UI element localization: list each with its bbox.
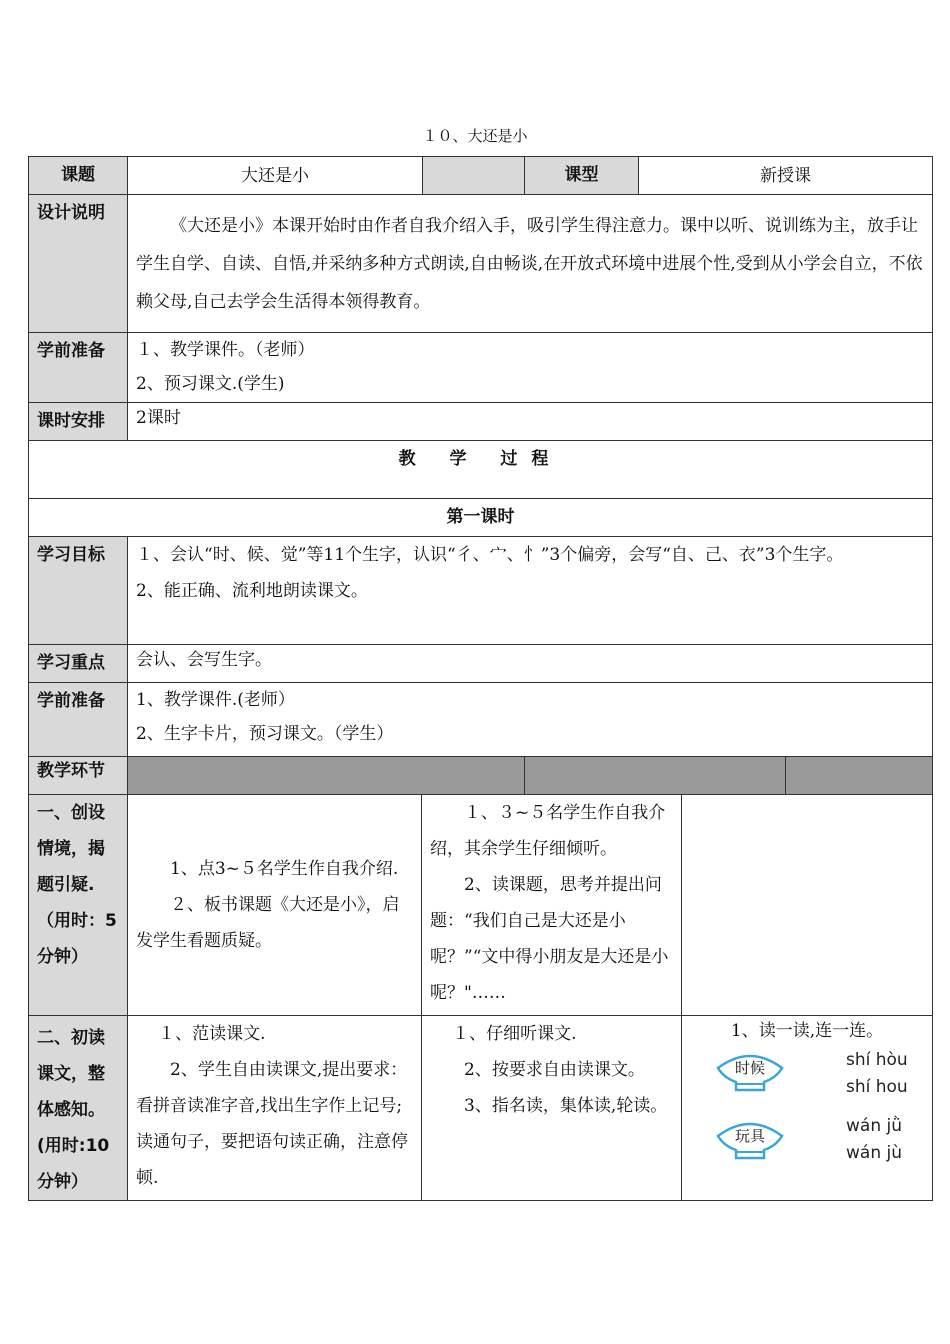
process-title: 教 学 过程 (29, 441, 933, 499)
pinyin-3: wán jǜ (846, 1116, 902, 1136)
stage1-extra (682, 795, 933, 1016)
document-title: １０、大还是小 (422, 127, 528, 145)
stage1-student-1: １、３~５名学生作自我介绍，其余学生仔细倾听。 (430, 803, 666, 859)
stage2-label: 二、初读课文，整体感知。(用时:10分钟） (29, 1016, 128, 1201)
steps-header-row (29, 757, 933, 795)
prep1-row (29, 333, 933, 403)
process-title-row (29, 441, 933, 499)
prep1-label: 学前准备 (29, 333, 128, 403)
prep2-label: 学前准备 (29, 683, 128, 757)
prep1-line-2: 2、预习课文.(学生) (136, 374, 285, 394)
type-label-spacer (423, 157, 525, 195)
stage1-row (29, 795, 933, 1016)
steps-header-cell-2 (525, 757, 786, 795)
exercise-title: 1、读一读,连一连。 (730, 1021, 884, 1041)
goals-line-1: １、会认“时、候、觉”等11个生字，认识“彳、宀、忄”3个偏旁，会写“自、己、衣”3个生字。 (136, 545, 844, 565)
steps-label: 教学环节 (29, 757, 128, 795)
word-2: 玩具 (734, 1127, 766, 1145)
focus-label: 学习重点 (29, 645, 128, 683)
lesson-plan-table (28, 156, 933, 795)
pinyin-4: wán jù (846, 1143, 902, 1163)
topic-label: 课题 (29, 157, 128, 195)
goals-label: 学习目标 (29, 537, 128, 645)
stages-table (28, 794, 933, 1201)
stage1-label: 一、创设情境，揭题引疑.（用时：5分钟） (29, 795, 128, 1016)
schedule-label: 课时安排 (29, 403, 128, 441)
steps-header-cell-3 (786, 757, 933, 795)
topic-value: 大还是小 (128, 157, 423, 195)
pinyin-2: shí hou (846, 1077, 908, 1097)
stage2-row (29, 1016, 933, 1201)
stage1-teacher-1: 1、点3~５名学生作自我介绍. (170, 859, 399, 879)
lesson-title-row (29, 499, 933, 537)
prep2-line-1: 1、教学课件.(老师） (136, 690, 295, 710)
word-1: 时候 (734, 1059, 766, 1077)
schedule-value: 2课时 (128, 403, 933, 441)
prep1-line-1: １、教学课件。（老师） (136, 340, 315, 360)
goals-row (29, 537, 933, 645)
schedule-row (29, 403, 933, 441)
prep2-line-2: 2、生字卡片，预习课文。（学生） (136, 724, 394, 744)
type-label: 课型 (525, 157, 639, 195)
stage2-student-2: 2、按要求自由读课文。 (464, 1060, 645, 1080)
prep2-row (29, 683, 933, 757)
focus-row (29, 645, 933, 683)
goals-line-2: 2、能正确、流利地朗读课文。 (136, 581, 368, 601)
shell-card-icon (714, 1116, 786, 1162)
header-row (29, 157, 933, 195)
design-label: 设计说明 (29, 195, 128, 333)
stage2-student-3: 3、指名读，集体读,轮读。 (464, 1096, 668, 1116)
shell-card-icon (714, 1048, 786, 1094)
stage2-student-1: １、仔细听课文. (452, 1024, 577, 1044)
type-value: 新授课 (639, 157, 933, 195)
stage1-teacher-2: ２、板书课题《大还是小》，启发学生看题质疑。 (136, 895, 400, 951)
stage2-teacher-2: 2、学生自由读课文,提出要求：看拼音读准字音,找出生字作上记号;读通句子，要把语句读正确，注意停顿. (136, 1060, 408, 1188)
stage2-teacher-1: １、范读课文. (158, 1024, 266, 1044)
steps-header-cell-1 (128, 757, 525, 795)
design-text: 《大还是小》本课开始时由作者自我介绍入手，吸引学生得注意力。课中以听、说训练为主，放手让学生自学、自读、自悟,并采纳多种方式朗读,自由畅谈,在开放式环境中进展个性,受到从小学会自立，不依赖父母,自己去学会生活得本领得教育。 (136, 215, 923, 312)
focus-value: 会认、会写生字。 (128, 645, 933, 683)
lesson-title: 第一课时 (29, 499, 933, 537)
design-row (29, 195, 933, 333)
pinyin-1: shí hòu (846, 1050, 908, 1070)
pinyin-exercise (688, 1046, 926, 1178)
stage1-student-2: 2、读课题，思考并提出问题：“我们自己是大还是小呢？”“文中得小朋友是大还是小呢？"…… (430, 875, 669, 1003)
